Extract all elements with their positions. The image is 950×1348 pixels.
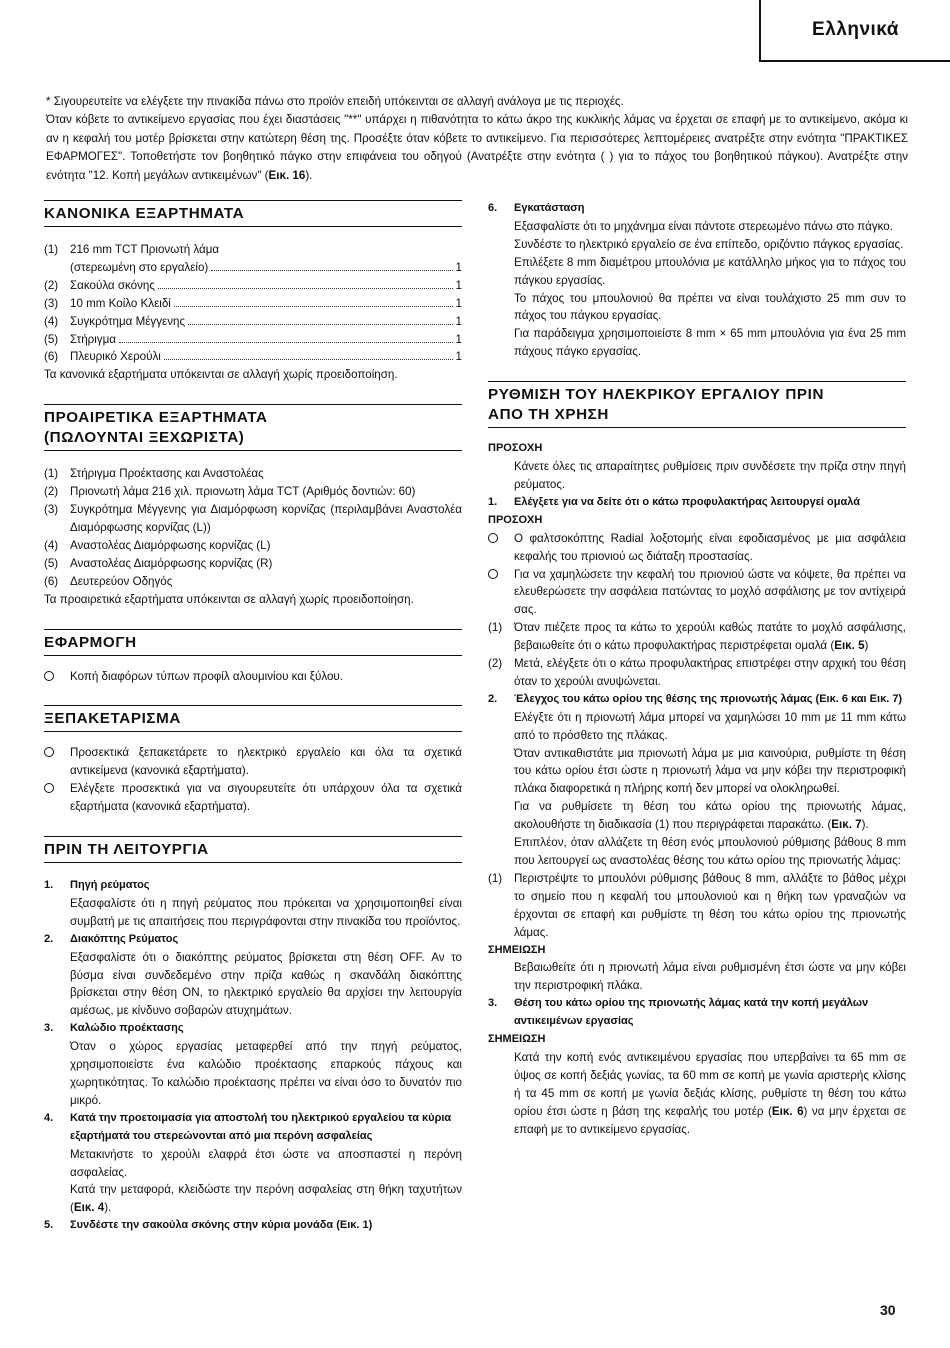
circle-bullet-icon xyxy=(44,780,70,816)
right-column xyxy=(488,200,906,1155)
section-before-operation xyxy=(44,836,462,1235)
note-label: ΣΗΜΕΙΩΣΗ xyxy=(488,943,546,956)
page-number: 30 xyxy=(880,1302,896,1318)
intro-note-2: Όταν κόβετε το αντικείμενο εργασίας που έχει διαστάσεις "**" υπάρχει η πιθανότητα το κάτω άκρο της κυκλικής λάμας να έρχεται σε επαφή με το αντικείμενο, ακόμα κι αν η κεφαλή του μοτέρ βρίσκεται στην κατώτερη θέση της. Προσέξτε όταν κόβετε το αντικείμενο. Για περισσότερες λεπτομέρειες ανατρέξτε στην ενότητα "ΠΡΑΚΤΙΚΕΣ ΕΦΑΡΜΟΓΕΣ". Τοποθετήστε τον βοηθητικό πάγκο στην επιφάνεια του οδηγού (Ανατρέξτε στην ενότητα ( ) για το πάχος του βοηθητικού πάγκου). Ανατρέξτε στην ενότητα "12. Κοπή μεγάλων αντικειμένων" (Εικ. 16). xyxy=(46,113,908,182)
intro-note-1: * Σιγουρευτείτε να ελέγξετε την πινακίδα πάνω στο προϊόν επειδή υπόκεινται σε αλλαγή ανάλογα με τις περιοχές. xyxy=(46,95,624,108)
section-title: ΕΦΑΡΜΟΓΗ xyxy=(44,629,462,656)
language-label: Ελληνικά xyxy=(812,19,899,40)
list-item: Προσεκτικά ξεπακετάρετε το ηλεκτρικό εργαλείο και όλα τα σχετικά αντικείμενα (κανονικά εξαρτήματα). xyxy=(44,744,462,780)
list-item: 3. Καλώδιο προέκτασης Όταν ο χώρος εργασίας μεταφερθεί από την πηγή ρεύματος, χρησιμοποιείστε ένα καλώδιο προέκτασης επαρκούς πάχους και χωρητικότητας. Το καλώδιο προέκτασης πρέπει να είναι όσο το δυνατόν πιο μικρό. xyxy=(44,1022,462,1107)
circle-bullet-icon xyxy=(488,566,514,620)
note-label: ΣΗΜΕΙΩΣΗ xyxy=(488,1033,546,1046)
list-item: (2) Μετά, ελέγξετε ότι ο κάτω προφυλακτήρας επιστρέφει στην αρχική του θέση όταν το χερούλι ανυψώνεται. xyxy=(488,657,906,688)
optional-list xyxy=(44,465,462,608)
language-tab xyxy=(759,0,950,62)
caution-label: ΠΡΟΣΟΧΗ xyxy=(488,442,543,455)
list-item: Κοπή διαφόρων τύπων προφίλ αλουμινίου και ξύλου. xyxy=(44,668,462,686)
list-item: (6) Πλευρικό Χερούλι 1 xyxy=(44,350,462,364)
list-item: 1. Πηγή ρεύματος Εξασφαλίστε ότι η πηγή ρεύματος που πρόκειται να χρησιμοποιηθεί είναι συμβατή με τις απαιτήσεις που περιγράφονται στην πινακίδα του προϊόντος. xyxy=(44,879,462,928)
section-optional-accessories xyxy=(44,404,462,608)
section-adjustment: ΡΥΘΜΙΣΗ ΤΟΥ ΗΛΕΚΡΙΚΟΥ ΕΡΓΑΛΙΟΥ ΠΡΙΝ ΑΠΟ ΤΗ ΧΡΗΣΗ ΠΡΟΣΟΧΗ Κάνετε όλες τις απαραίτητες ρυθμίσεις πριν συνδέσετε την πρίζα στην πηγή ρεύματος. 1. Ελέγξετε για να δείτε ότι ο κάτω προφυλακτήρας λειτουργεί ομαλά ΠΡΟΣΟΧΗ Ο φαλτσοκόπτης Radial λοξοτομής είναι εφοδιασμένος με μια ασφάλεια κεφαλής του πριονιού ως διάταξη προστασίας. Για να χαμηλώσετε την κεφαλή του πριονιού ώστε να κόψετε, θα πρέπει να ελευθερώσετε την ασφάλεια πατώντας το μοχλό ασφάλισης με τον αντίχειρά σας. (1) Όταν πιέζετε προς τα κάτω το χερούλι καθώς πατάτε το μοχλό ασφάλισης, βεβαιωθείτε ότι ο κάτω προφυλακτήρας περιστρέφεται ομαλά (Εικ. 5) (2) Μετά, ελέγξετε ότι ο κάτω προφυλακτήρας επιστρέφει στην αρχική του θέση όταν το χερούλι ανυψώνεται. 2. Έλεγχος του κάτω ορίου της θέσης της πριονωτής λάμας (Εικ. 6 και Εικ. 7) Ελέγξτε ότι η πριονωτή λάμα μπορεί να χαμηλώσει 10 mm με 11 mm κάτω από το πρόσθετο της πλάκας. Όταν αντικαθιστάτε μια πριονωτή λάμα με μια καινούρια, ρυθμίστε τη θέση του κάτω ορίου έτσι ώστε η πριονωτή λάμα να μην κόβει την περιστροφική πλάκα διαφορετικά η πλήρης κοπή δεν μπορεί να ολοκληρωθεί. Για να ρυθμίσετε τη θέση του κάτω ορίου της πριονωτής λάμας, ακολουθήστε τη διαδικασία (1) που περιγράφεται παρακάτω. (Εικ. 7). Επιπλέον, όταν αλλάζετε τη θέση ενός μπουλονιού ρύθμισης βάθους 8 mm που λειτουργεί ως αναστολέας θέσης του κάτω ορίου της πριονωτής λάμας: (1) Περιστρέψτε το μπουλόνι ρύθμισης βάθους 8 mm, αλλάξτε το βάθος μέχρι το σημείο που η κεφαλή του μπουλονιού και η θήκη των γραναζιών να έρχονται σε επαφή και ρυθμίστε τη θέση του κάτω ορίου της πριονωτής λάμας. ΣΗΜΕΙΩΣΗ Βεβαιωθείτε ότι η πριονωτή λάμα είναι ρυθμισμένη έτσι ώστε να μην κόβει την περιστροφική πλάκα. 3. Θέση του κάτω ορίου της πριονωτής λάμας κατά την κοπή μεγάλων αντικειμένων εργασίας ΣΗΜΕΙΩΣΗ Κατά την κοπή ενός αντικειμένου εργασίας που υπερβαίνει τα 65 mm σε ύψος σε κοπή δεξιάς γωνίας, τα 60 mm σε κοπή με γωνία αριστερής κλίσης ή τα 45 mm σε κοπή με γωνία δεξιάς κλίσης, ρυθμίστε τη θέση του κάτω ορίου έτσι ώστε η βάση της κεφαλής του μοτέρ (Εικ. 6) να μην έρχεται σε επαφή με το αντικείμενο εργασίας. xyxy=(488,381,906,1138)
section-standard-accessories xyxy=(44,200,462,384)
section-unpacking xyxy=(44,705,462,816)
list-item: Για να χαμηλώσετε την κεφαλή του πριονιού ώστε να κόψετε, θα πρέπει να ελευθερώσετε την ασφάλεια πατώντας το μοχλό ασφάλισης με τον αντίχειρά σας. xyxy=(488,566,906,620)
standard-list xyxy=(44,241,462,384)
list-item: (2) Σακούλα σκόνης 1 xyxy=(44,278,462,292)
list-item: (5) Στήριγμα 1 xyxy=(44,332,462,346)
list-item: 4. Κατά την προετοιμασία για αποστολή του ηλεκτρικού εργαλείου τα κύρια εξαρτήματά του στερεώνονται από μια περόνη ασφαλείας Μετακινήστε το χερούλι ελαφρά έτσι ώστε να αποσπαστεί η περόνη ασφαλείας. Κατά την μεταφορά, κλειδώστε την περόνη ασφαλείας στη θήκη ταχυτήτων (Εικ. 4). xyxy=(44,1111,462,1215)
circle-bullet-icon xyxy=(44,744,70,780)
list-item: (4) Αναστολέας Διαμόρφωσης κορνίζας (L) xyxy=(44,538,271,552)
section-title: ΚΑΝΟΝΙΚΑ ΕΞΑΡΤΗΜΑΤΑ xyxy=(44,200,462,227)
section-title: ΡΥΘΜΙΣΗ ΤΟΥ ΗΛΕΚΡΙΚΟΥ ΕΡΓΑΛΙΟΥ ΠΡΙΝ ΑΠΟ ΤΗ ΧΡΗΣΗ xyxy=(488,381,906,428)
section-title: ΠΡΙΝ ΤΗ ΛΕΙΤΟΥΡΓΙΑ xyxy=(44,836,462,863)
circle-bullet-icon xyxy=(44,668,70,686)
standard-note: Τα κανονικά εξαρτήματα υπόκεινται σε αλλαγή χωρίς προειδοποίηση. xyxy=(44,368,398,382)
section-title: ΠΡΟΑΙΡΕΤΙΚΑ ΕΞΑΡΤΗΜΑΤΑ (ΠΩΛΟΥΝΤΑΙ ΞΕΧΩΡΙΣΤΑ) xyxy=(44,404,462,451)
optional-note: Τα προαιρετικά εξαρτήματα υπόκεινται σε αλλαγή χωρίς προειδοποίηση. xyxy=(44,592,414,606)
list-item: (3) 10 mm Κοίλο Κλειδί 1 xyxy=(44,296,462,310)
list-item: (6) Δευτερεύον Οδηγός xyxy=(44,574,173,588)
list-item: (2) Πριονωτή λάμα 216 χιλ. πριονωτη λάμα TCT (Αριθμός δοντιών: 60) xyxy=(44,485,416,499)
caution-label: ΠΡΟΣΟΧΗ xyxy=(488,513,543,526)
section-application xyxy=(44,629,462,686)
section-title: ΞΕΠΑΚΕΤΑΡΙΣΜΑ xyxy=(44,705,462,732)
list-item: (5) Αναστολέας Διαμόρφωσης κορνίζας (R) xyxy=(44,556,273,570)
list-item: (1) Περιστρέψτε το μπουλόνι ρύθμισης βάθους 8 mm, αλλάξτε το βάθος μέχρι το σημείο που η κεφαλή του μπουλονιού και η θήκη των γραναζιών να έρχονται σε επαφή και ρυθμίστε τη θέση του κάτω ορίου της πριονωτής λάμας. xyxy=(488,871,906,939)
list-item: (3) Συγκρότημα Μέγγενης για Διαμόρφωση κορνίζας (περιλαμβάνει Αναστολέα Διαμόρφωσης κορνίζας (L)) xyxy=(44,503,462,534)
list-item: (1) 216 mm TCT Πριονωτή λάμα (στερεωμένη στο εργαλείο) 1 xyxy=(44,243,462,274)
installation-item: 6. Εγκατάσταση Εξασφαλίστε ότι το μηχάνημα είναι πάντοτε στερεωμένο πάνω στο πάγκο. Συνδέστε το ηλεκτρικό εργαλείο σε ένα επίπεδο, οριζόντιο πάγκος εργασίας. Επιλέξετε 8 mm διαμέτρου μπουλόνια με κατάλληλο μήκος για το πάχος του πάγκου εργασίας. Το πάχος του μπουλονιού θα πρέπει να είναι τουλάχιστο 25 mm συν το πάχος του πάγκου εργασίας. Για παράδειγμα χρησιμοποιείστε 8 mm × 65 mm μπουλόνια για ένα 25 mm πάχους πάγκο εργασίας. xyxy=(488,202,906,359)
circle-bullet-icon xyxy=(488,530,514,566)
list-item: 2. Διακόπτης Ρεύματος Εξασφαλίστε ότι ο διακόπτης ρεύματος βρίσκεται στη θέση OFF. Αν το βύσμα είναι συνδεδεμένο στην πρίζα καθώς η σκανδάλη διακόπτης βρίσκεται στην θέση ON, το ηλεκτρικό εργαλείο θα αρχίσει την λειτουργία αμέσως, με κίνδυνο σοβαρών ατυχημάτων. xyxy=(44,932,462,1018)
list-item: (1) Στήριγμα Προέκτασης και Αναστολέας xyxy=(44,467,264,481)
list-item: (4) Συγκρότημα Μέγγενης 1 xyxy=(44,314,462,328)
list-item: Ελέγξετε προσεκτικά για να σιγουρευτείτε ότι υπάρχουν όλα τα σχετικά εξαρτήματα (κανονικά εξαρτήματα). xyxy=(44,780,462,816)
list-item: Ο φαλτσοκόπτης Radial λοξοτομής είναι εφοδιασμένος με μια ασφάλεια κεφαλής του πριονιού ως διάταξη προστασίας. xyxy=(488,530,906,566)
left-column xyxy=(44,200,462,1251)
intro-notes xyxy=(46,93,908,185)
list-item: (1) Όταν πιέζετε προς τα κάτω το χερούλι καθώς πατάτε το μοχλό ασφάλισης, βεβαιωθείτε ότι ο κάτω προφυλακτήρας περιστρέφεται ομαλά (Εικ. 5) xyxy=(488,621,906,653)
list-item: 5. Συνδέστε την σακούλα σκόνης στην κύρια μονάδα (Εικ. 1) xyxy=(44,1219,373,1232)
